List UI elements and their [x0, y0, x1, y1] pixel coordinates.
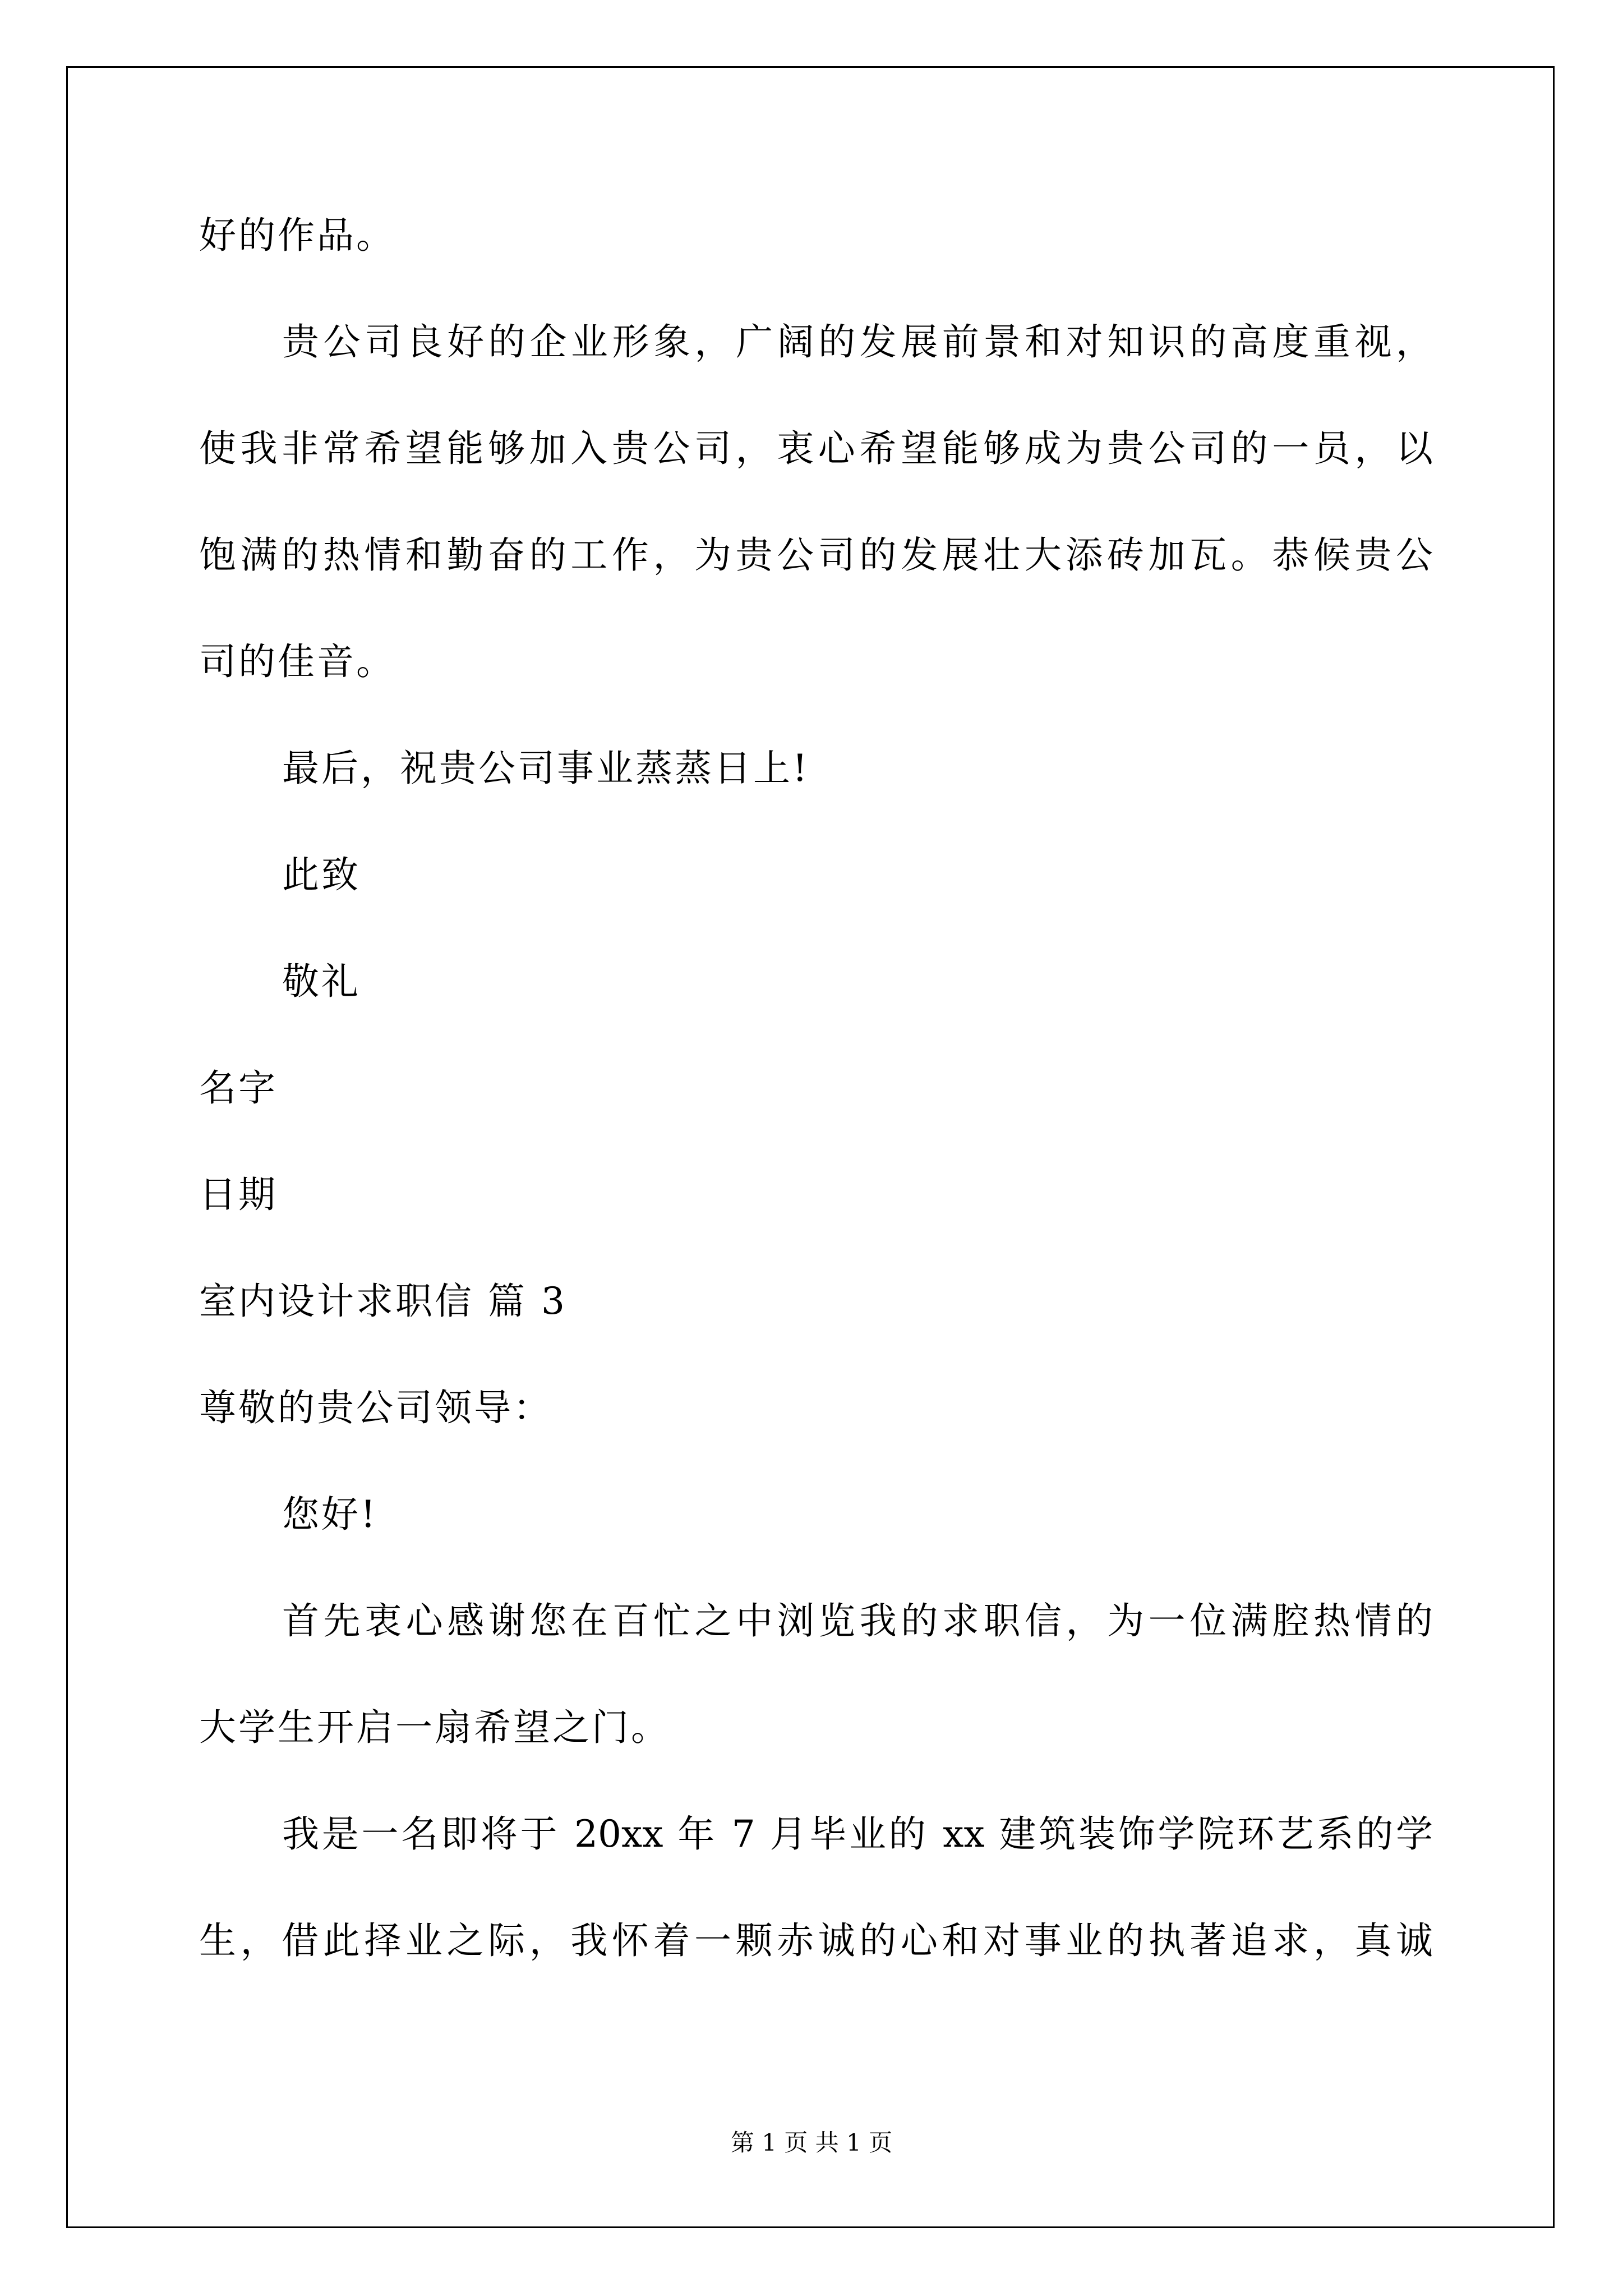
page-border [66, 66, 1555, 2228]
paragraph-line: 首先衷心感谢您在百忙之中浏览我的求职信，为一位满腔热情的 [282, 1599, 1433, 1642]
salutation-closing: 此致 [282, 853, 361, 896]
letter-greeting: 尊敬的贵公司领导： [199, 1386, 552, 1429]
signature-date: 日期 [199, 1173, 278, 1216]
closing-wish: 最后，祝贵公司事业蒸蒸日上! [282, 747, 810, 790]
paragraph-line: 使我非常希望能够加入贵公司，衷心希望能够成为贵公司的一员，以 [199, 427, 1433, 470]
paragraph-line: 司的佳音。 [199, 640, 395, 683]
page-footer: 第 1 页 共 1 页 [730, 2129, 893, 2156]
letter-hello: 您好! [282, 1493, 378, 1536]
paragraph-line: 我是一名即将于 20xx 年 7 月毕业的 xx 建筑装饰学院环艺系的学 [282, 1812, 1433, 1856]
salutation-regards: 敬礼 [282, 960, 361, 1003]
paragraph-line: 贵公司良好的企业形象，广阔的发展前景和对知识的高度重视， [282, 320, 1433, 364]
paragraph-line: 大学生开启一扇希望之门。 [199, 1706, 670, 1749]
paragraph-line: 生，借此择业之际，我怀着一颗赤诚的心和对事业的执著追求，真诚 [199, 1919, 1433, 1962]
paragraph-line: 好的作品。 [199, 214, 395, 257]
signature-name: 名字 [199, 1066, 278, 1110]
paragraph-line: 饱满的热情和勤奋的工作，为贵公司的发展壮大添砖加瓦。恭候贵公 [199, 533, 1433, 577]
section-heading: 室内设计求职信 篇 3 [199, 1280, 567, 1323]
